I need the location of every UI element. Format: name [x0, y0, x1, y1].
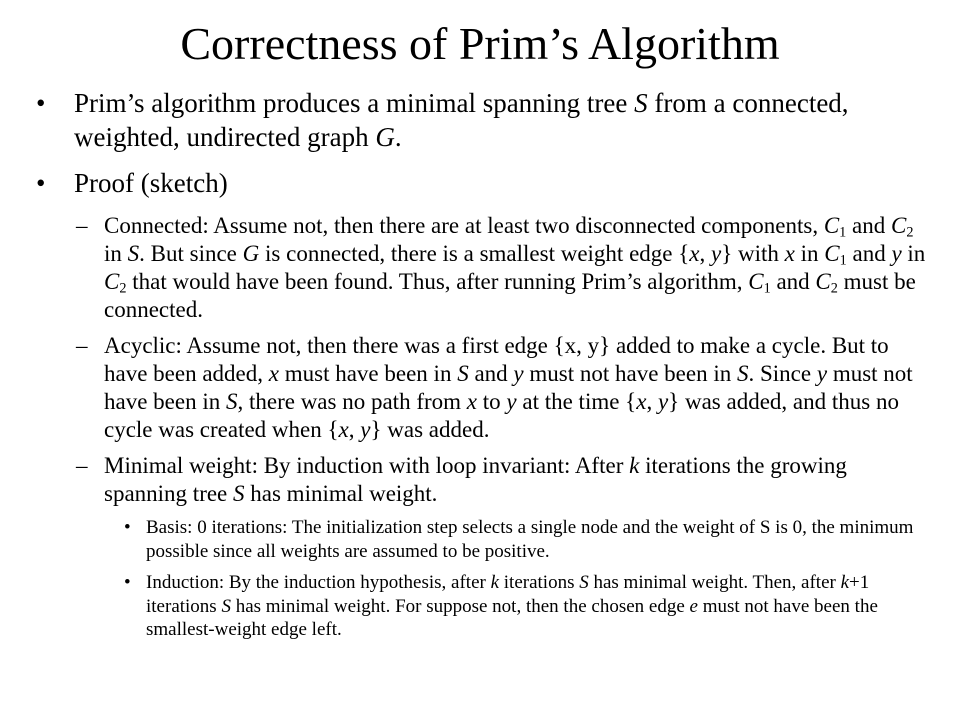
bullet-proof-sketch: • Proof (sketch): [36, 168, 228, 198]
proof-induction: • Induction: By the induction hypothesis, after k iterations S has minimal weight. Then, after k+1 iterations S has minimal weight. For suppose not, then the chosen edge e must not have been the smallest-weight edge left.: [124, 572, 878, 640]
bullet-glyph: •: [124, 572, 131, 593]
proof-connected: – Connected: Assume not, then there are at least two disconnected components, $C_1$ and $C_2$ in S. But since G is connected, there is a smallest weight edge {x, y} with x in $C_1$ and y in $C_2$ that would have been found. Thus, after running Prim’s algorithm, $C_1$ and $C_2$ must be connected.: [76, 213, 926, 322]
dash-glyph: –: [76, 213, 88, 238]
dash-glyph: –: [76, 333, 88, 358]
proof-basis: • Basis: 0 iterations: The initialization step selects a single node and the weight of S is 0, the minimum possible since all weights are assumed to be positive.: [124, 517, 914, 562]
dash-glyph: –: [76, 453, 88, 478]
bullet-glyph: •: [36, 168, 46, 198]
slide-title: Correctness of Prim’s Algorithm: [180, 18, 780, 69]
proof-minimal-weight: – Minimal weight: By induction with loop invariant: After k iterations the growing spanning tree S has minimal weight.: [76, 453, 847, 506]
slide-body: [30, 86, 930, 650]
bullet-glyph: •: [36, 88, 46, 118]
proof-acyclic: – Acyclic: Assume not, then there was a first edge {x, y} added to make a cycle. But to have been added, x must have been in S and y must not have been in S. Since y must not have been in S, there was no path from x to y at the time {x, y} was added, and thus no cycle was created when {x, y} was added.: [76, 333, 913, 442]
bullet-claim: • Prim’s algorithm produces a minimal spanning tree S from a connected, weighted, undirected graph G.: [36, 88, 849, 152]
bullet-glyph: •: [124, 517, 131, 538]
